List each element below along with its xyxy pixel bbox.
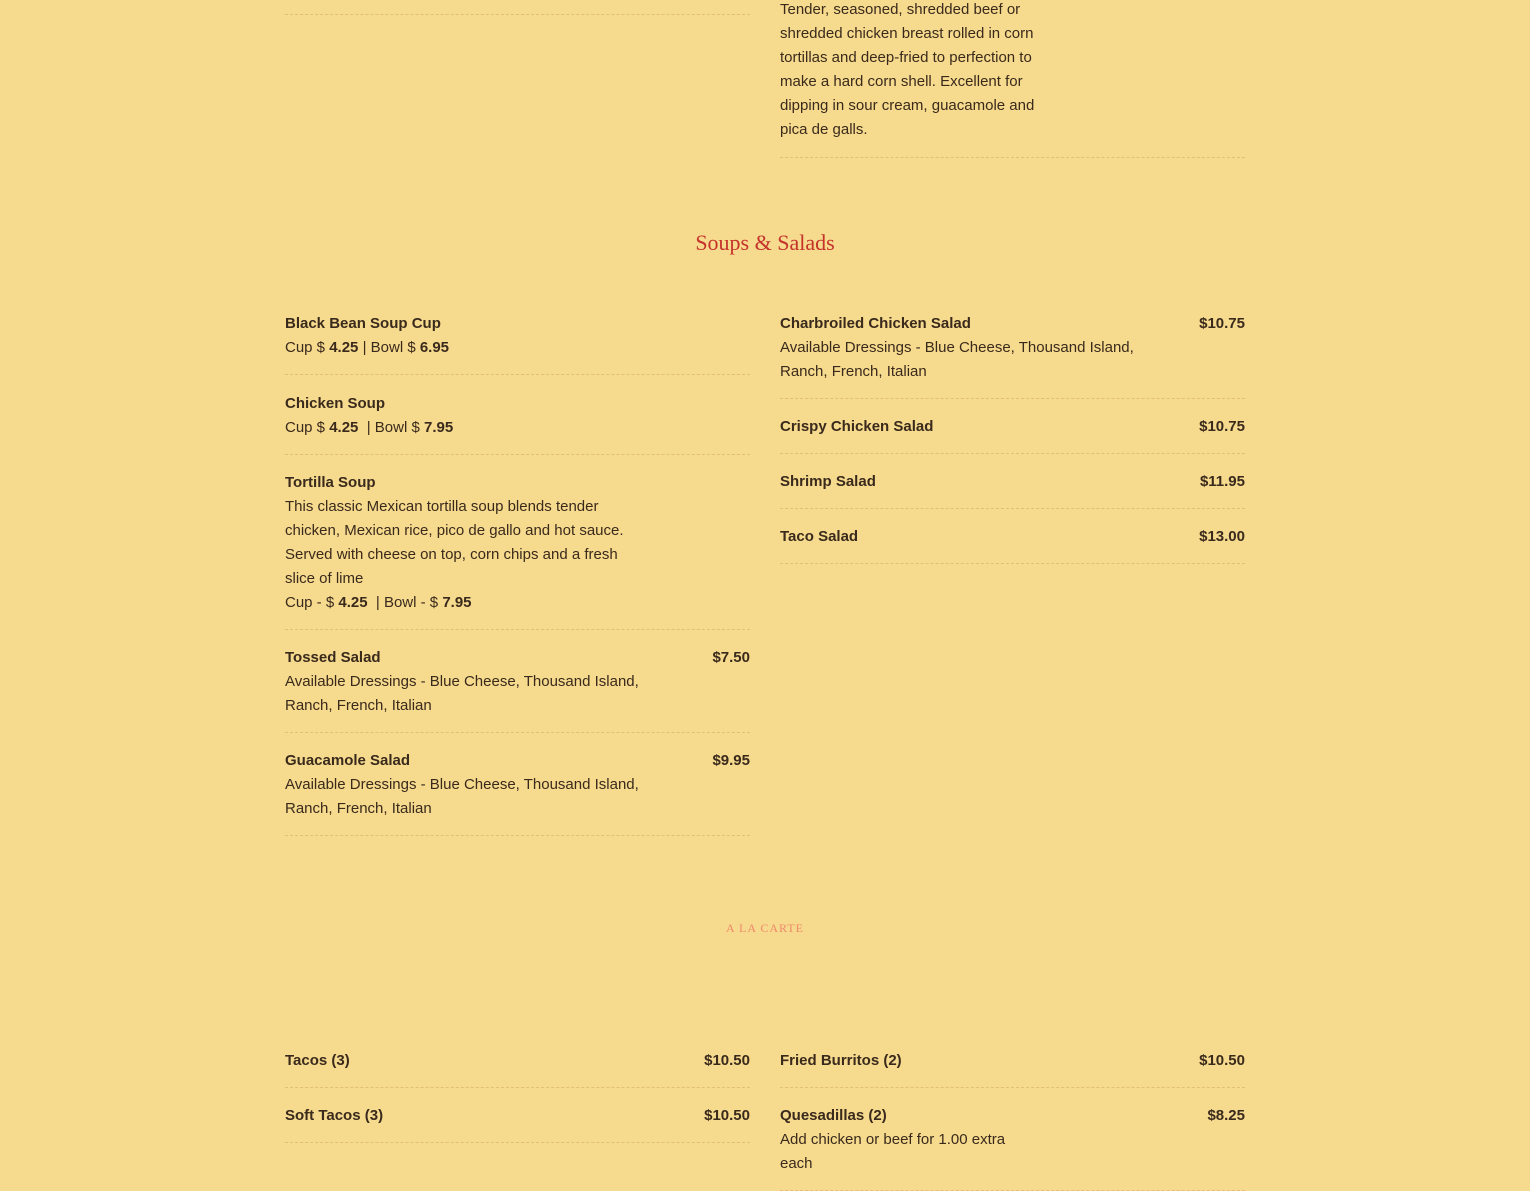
item-name: Tacos (3) bbox=[285, 1052, 350, 1069]
menu-item bbox=[780, 1104, 1245, 1191]
item-description: Available Dressings - Blue Cheese, Thousand Island, Ranch, French, Italian bbox=[285, 776, 639, 817]
item-price: $10.50 bbox=[1199, 1052, 1245, 1069]
bowl-price: 7.95 bbox=[424, 419, 454, 436]
item-price: $13.00 bbox=[1199, 528, 1245, 545]
top-right-column bbox=[780, 0, 1245, 158]
cup-price: 4.25 bbox=[329, 419, 359, 436]
item-name: Guacamole Salad bbox=[285, 752, 411, 769]
item-name: Quesadillas (2) bbox=[780, 1107, 887, 1124]
item-price: $10.75 bbox=[1199, 315, 1245, 332]
menu-item bbox=[780, 312, 1245, 399]
item-price: $10.50 bbox=[704, 1052, 750, 1069]
item-description: Add chicken or beef for 1.00 extra each bbox=[780, 1131, 1006, 1172]
divider bbox=[285, 0, 750, 15]
cup-bowl-prices bbox=[285, 591, 750, 615]
menu-item bbox=[780, 415, 1245, 454]
menu-item bbox=[285, 749, 750, 836]
cup-label: Cup - $ bbox=[285, 594, 339, 611]
item-name: Crispy Chicken Salad bbox=[780, 418, 934, 435]
cup-price: 4.25 bbox=[329, 339, 359, 356]
item-price: $11.95 bbox=[1199, 473, 1245, 490]
menu-item bbox=[780, 1049, 1245, 1088]
bowl-label: | Bowl $ bbox=[358, 419, 424, 436]
cup-label: Cup $ bbox=[285, 339, 330, 356]
section-title-a-la-carte: A LA CARTE bbox=[726, 921, 804, 935]
cup-bowl-prices bbox=[285, 416, 750, 440]
item-name: Fried Burritos (2) bbox=[780, 1052, 902, 1069]
item-description: Available Dressings - Blue Cheese, Thousand Island, Ranch, French, Italian bbox=[285, 673, 639, 714]
menu-item bbox=[780, 525, 1245, 564]
top-left-column bbox=[285, 0, 750, 15]
menu-item bbox=[285, 471, 750, 630]
item-description: This classic Mexican tortilla soup blends tender chicken, Mexican rice, pico de gallo and hot sauce. Served with cheese on top, corn chips and a fresh slice of lime bbox=[285, 498, 624, 587]
cup-label: Cup $ bbox=[285, 419, 330, 436]
section-title-soups-salads: Soups & Salads bbox=[695, 230, 835, 255]
soups-right-column bbox=[780, 312, 1245, 564]
item-name: Tossed Salad bbox=[285, 649, 381, 666]
carte-left-column bbox=[285, 1049, 750, 1143]
item-name: Tortilla Soup bbox=[285, 474, 376, 491]
menu-item bbox=[285, 312, 750, 375]
item-name: Charbroiled Chicken Salad bbox=[780, 315, 971, 332]
menu-item bbox=[285, 1104, 750, 1143]
menu-item bbox=[285, 646, 750, 733]
item-price: $9.95 bbox=[712, 752, 750, 769]
bowl-label: | Bowl $ bbox=[358, 339, 420, 356]
item-name: Taco Salad bbox=[780, 528, 859, 545]
menu-item bbox=[780, 0, 1245, 158]
item-description: Tender, seasoned, shredded beef or shredded chicken breast rolled in corn tortillas and deep-fried to perfection to make a hard corn shell. Excellent for dipping in sour cream, guacamole and pica de galls. bbox=[780, 1, 1035, 138]
item-price: $7.50 bbox=[712, 649, 750, 666]
cup-bowl-prices bbox=[285, 336, 750, 360]
menu-item bbox=[285, 1049, 750, 1088]
soups-left-column bbox=[285, 312, 750, 836]
item-price: $8.25 bbox=[1207, 1107, 1245, 1124]
item-name: Soft Tacos (3) bbox=[285, 1107, 384, 1124]
carte-right-column bbox=[780, 1049, 1245, 1191]
cup-price: 4.25 bbox=[338, 594, 368, 611]
item-price: $10.50 bbox=[704, 1107, 750, 1124]
bowl-price: 6.95 bbox=[419, 339, 450, 356]
bowl-price: 7.95 bbox=[442, 594, 472, 611]
item-price: $10.75 bbox=[1199, 418, 1245, 435]
item-name: Chicken Soup bbox=[285, 395, 386, 412]
item-name: Shrimp Salad bbox=[780, 473, 876, 490]
menu-item bbox=[285, 392, 750, 455]
menu-item bbox=[780, 470, 1245, 509]
item-name: Black Bean Soup Cup bbox=[285, 315, 441, 332]
item-description: Available Dressings - Blue Cheese, Thousand Island, Ranch, French, Italian bbox=[780, 339, 1134, 380]
bowl-label: | Bowl - $ bbox=[367, 594, 443, 611]
